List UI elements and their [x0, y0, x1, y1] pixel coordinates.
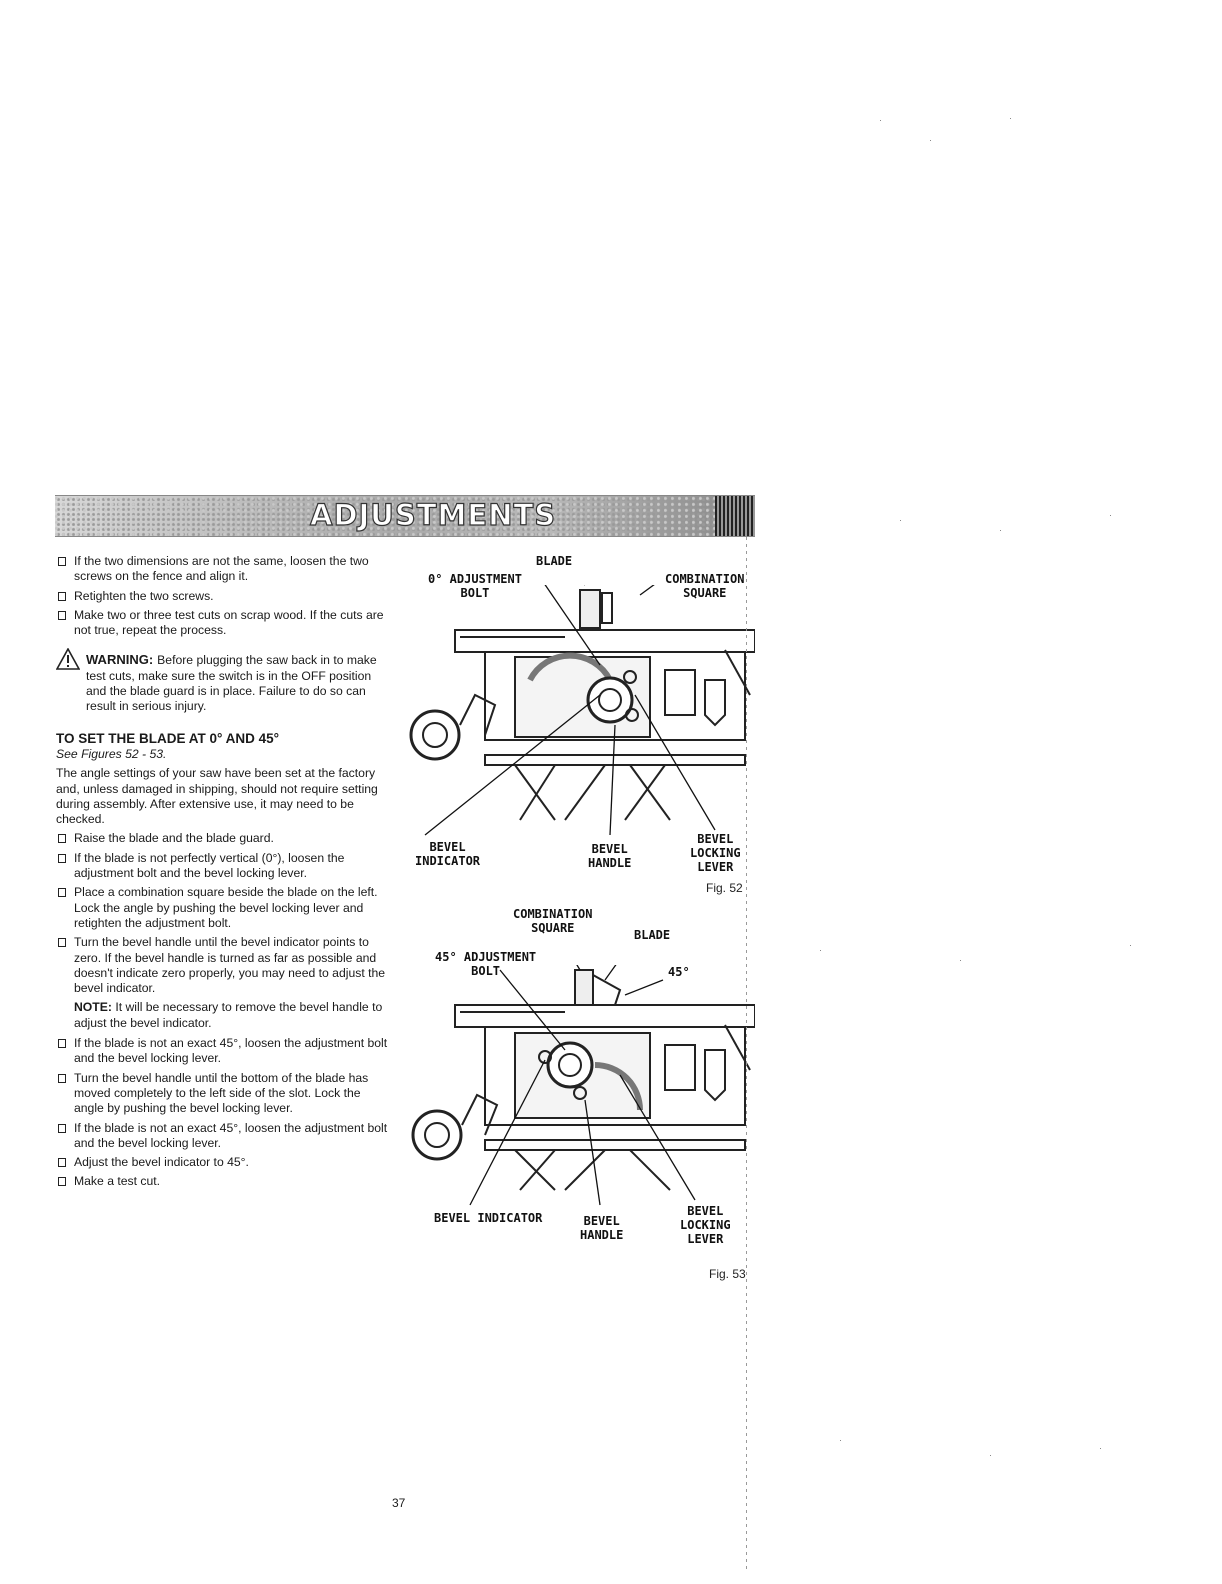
list-item: Retighten the two screws. — [56, 589, 392, 604]
list-item: Make a test cut. — [56, 1174, 392, 1189]
note-block — [56, 1000, 392, 1031]
list-item: Adjust the bevel indicator to 45°. — [56, 1155, 392, 1170]
figure-52-caption: Fig. 52 — [706, 881, 743, 895]
list-item: Make two or three test cuts on scrap wood. If the cuts are not true, repeat the process. — [56, 608, 392, 639]
figure-reference: See Figures 52 - 53. — [56, 746, 167, 761]
label-adjustment-bolt: 0° ADJUSTMENT BOLT — [428, 572, 522, 600]
list-item: If the blade is not perfectly vertical (0°), loosen the adjustment bolt and the bevel locking lever. — [56, 851, 392, 882]
banner-decoration — [715, 496, 755, 536]
label-bevel-locking-lever: BEVEL LOCKING LEVER — [690, 832, 741, 874]
figure-52-illustration — [405, 585, 755, 840]
note-label: NOTE: — [74, 1000, 112, 1015]
label-bevel-handle: BEVEL HANDLE — [580, 1214, 624, 1242]
note-text: It will be necessary to remove the bevel handle to adjust the bevel indicator. — [74, 1000, 383, 1030]
warning-icon — [56, 648, 80, 670]
label-blade: BLADE — [634, 928, 671, 942]
page-title: ADJUSTMENTS — [310, 498, 557, 532]
warning-label: WARNING: — [86, 652, 154, 668]
label-angle: 45° — [668, 965, 690, 979]
list-item: If the two dimensions are not the same, loosen the two screws on the fence and align it. — [56, 554, 392, 585]
figure-53-illustration — [405, 965, 755, 1210]
section-banner — [55, 495, 755, 537]
list-item: Place a combination square beside the blade on the left. Lock the angle by pushing the bevel locking lever and retighten the adjustment bolt. — [56, 885, 392, 931]
section-heading: TO SET THE BLADE AT 0° AND 45° — [56, 730, 280, 746]
page-number: 37 — [392, 1496, 406, 1510]
section-intro: The angle settings of your saw have been set at the factory and, unless damaged in shipping, should not require setting during assembly. After extensive use, it may need to be checked. — [56, 766, 378, 827]
page-edge-divider — [746, 530, 747, 1570]
label-bevel-locking-lever: BEVEL LOCKING LEVER — [680, 1204, 731, 1246]
label-bevel-indicator: BEVEL INDICATOR — [415, 840, 481, 868]
warning-block — [56, 652, 392, 714]
list-item: Raise the blade and the blade guard. — [56, 831, 392, 846]
list-item: If the blade is not an exact 45°, loosen the adjustment bolt and the bevel locking lever. — [56, 1036, 392, 1067]
instructions-column — [56, 554, 392, 1194]
label-blade: BLADE — [536, 554, 573, 568]
label-combination-square: COMBINATION SQUARE — [513, 907, 593, 935]
list-item: Turn the bevel handle until the bevel indicator points to zero. If the bevel handle is turned as far as possible and doesn't indicate zero properly, you may need to adjust the bevel indicator. — [56, 935, 392, 996]
label-bevel-handle: BEVEL HANDLE — [588, 842, 632, 870]
list-item: Turn the bevel handle until the bottom of the blade has moved completely to the left side of the slot. Lock the angle by pushing the bevel locking lever. — [56, 1071, 392, 1117]
label-combination-square: COMBINATION SQUARE — [665, 572, 745, 600]
warning-text: Before plugging the saw back in to make test cuts, make sure the switch is in the OFF position and the blade guard is in place. Failure to do so can result in serious injury. — [86, 653, 377, 714]
list-item: If the blade is not an exact 45°, loosen the adjustment bolt and the bevel locking lever. — [56, 1121, 392, 1152]
figure-53-caption: Fig. 53 — [709, 1267, 746, 1281]
label-bevel-indicator: BEVEL INDICATOR — [434, 1211, 543, 1225]
label-adjustment-bolt: 45° ADJUSTMENT BOLT — [435, 950, 537, 978]
